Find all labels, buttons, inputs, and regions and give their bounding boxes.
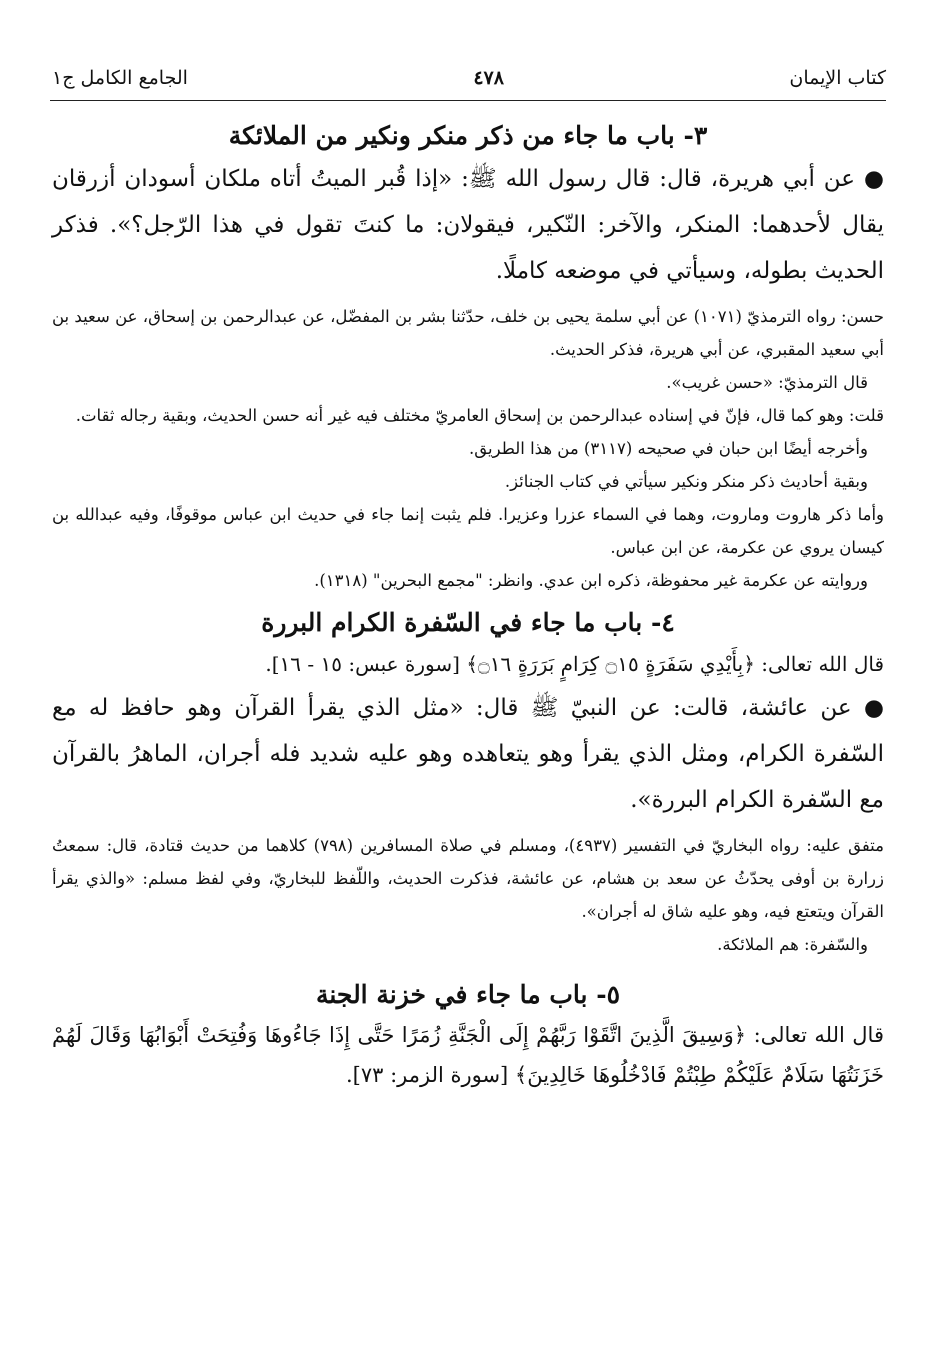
note-3-3: قلت: وهو كما قال، فإنّ في إسناده عبدالرحمن بن إسحاق العامريّ مختلف فيه غير أنه حسن الحديث، وبقية رجاله ثقات.: [75, 406, 884, 425]
page-header: [52, 56, 886, 100]
header-divider: [50, 100, 886, 101]
section-heading-5: ٥- باب ما جاء في خزنة الجنة: [315, 980, 621, 1009]
page-content: [52, 116, 884, 1095]
verse-4: قال الله تعالى: ﴿بِأَيْدِي سَفَرَةٍ ۝١٥ كِرَامٍ بَرَرَةٍ ۝١٦﴾ [سورة عبس: ١٥ - ١٦].: [265, 652, 884, 676]
header-book-title: كتاب الإيمان: [789, 67, 886, 89]
note-3-6: وأما ذكر هاروت وماروت، وهما في السماء عزرا وعزيرا. فلم يثبت إنما جاء في حديث ابن عباس موقوفًا، وفيه عبدالله بن كيسان يروي عن عكرمة، عن ابن عباس.: [52, 505, 884, 557]
verse-5: قال الله تعالى: ﴿وَسِيقَ الَّذِينَ اتَّقَوْا رَبَّهُمْ إِلَى الْجَنَّةِ زُمَرًا حَتَّى إِذَا جَاءُوهَا وَفُتِحَتْ أَبْوَابُهَا وَقَالَ لَهُمْ خَزَنَتُهَا سَلَامٌ عَلَيْكُمْ طِبْتُمْ فَادْخُلُوهَا خَالِدِينَ﴾ [سورة الزمر: ٧٣].: [52, 1023, 884, 1087]
note-3-4: وأخرجه أيضًا ابن حبان في صحيحه (٣١١٧) من هذا الطريق.: [469, 439, 868, 458]
note-4-2: والسّفرة: هم الملائكة.: [717, 935, 868, 954]
note-3-5: وبقية أحاديث ذكر منكر ونكير سيأتي في كتاب الجنائز.: [504, 472, 868, 491]
section-heading-3: ٣- باب ما جاء من ذكر منكر ونكير من الملائكة: [228, 121, 708, 150]
hadith-text-3: ● عن أبي هريرة، قال: قال رسول الله ﷺ: «إذا قُبر الميتُ أتاه ملكان أسودان أزرقان يقال لأحدهما: المنكر، والآخر: النّكير، فيقولان: ما كنتَ تقول في هذا الرّجل؟». فذكر الحديث بطوله، وسيأتي في موضعه كاملًا.: [52, 166, 884, 284]
note-3-7: وروايته عن عكرمة غير محفوظة، ذكره ابن عدي. وانظر: "مجمع البحرين" (١٣١٨).: [314, 571, 868, 590]
section-heading-4: ٤- باب ما جاء في السّفرة الكرام البررة: [261, 608, 675, 637]
note-4-1: متفق عليه: رواه البخاريّ في التفسير (٤٩٣٧)، ومسلم في صلاة المسافرين (٧٩٨) كلاهما من حديث قتادة، قال: سمعتُ زرارة بن أوفى يحدّثُ عن سعد بن هشام، عن عائشة، فذكرت الحديث، واللّفظ للبخاريّ، وفي لفظ مسلم: «والذي يقرأ القرآن ويتعتع فيه، وهو عليه شاق له أجران».: [52, 836, 884, 921]
note-3-2: قال الترمذيّ: «حسن غريب».: [666, 373, 868, 392]
hadith-text-4: ● عن عائشة، قالت: عن النبيّ ﷺ قال: «مثل الذي يقرأ القرآن وهو حافظ له مع السّفرة الكرام، ومثل الذي يقرأ وهو يتعاهده وهو عليه شديد فله أجران، الماهرُ بالقرآن مع السّفرة الكرام البررة».: [52, 695, 884, 813]
header-volume-title: الجامع الكامل ج١: [52, 67, 188, 89]
page-number: ٤٧٨: [473, 67, 504, 89]
note-3-1: حسن: رواه الترمذيّ (١٠٧١) عن أبي سلمة يحيى بن خلف، حدّثنا بشر بن المفضّل، عن عبدالرحمن بن إسحاق، عن سعيد بن أبي سعيد المقبري، عن أبي هريرة، فذكر الحديث.: [52, 307, 885, 359]
